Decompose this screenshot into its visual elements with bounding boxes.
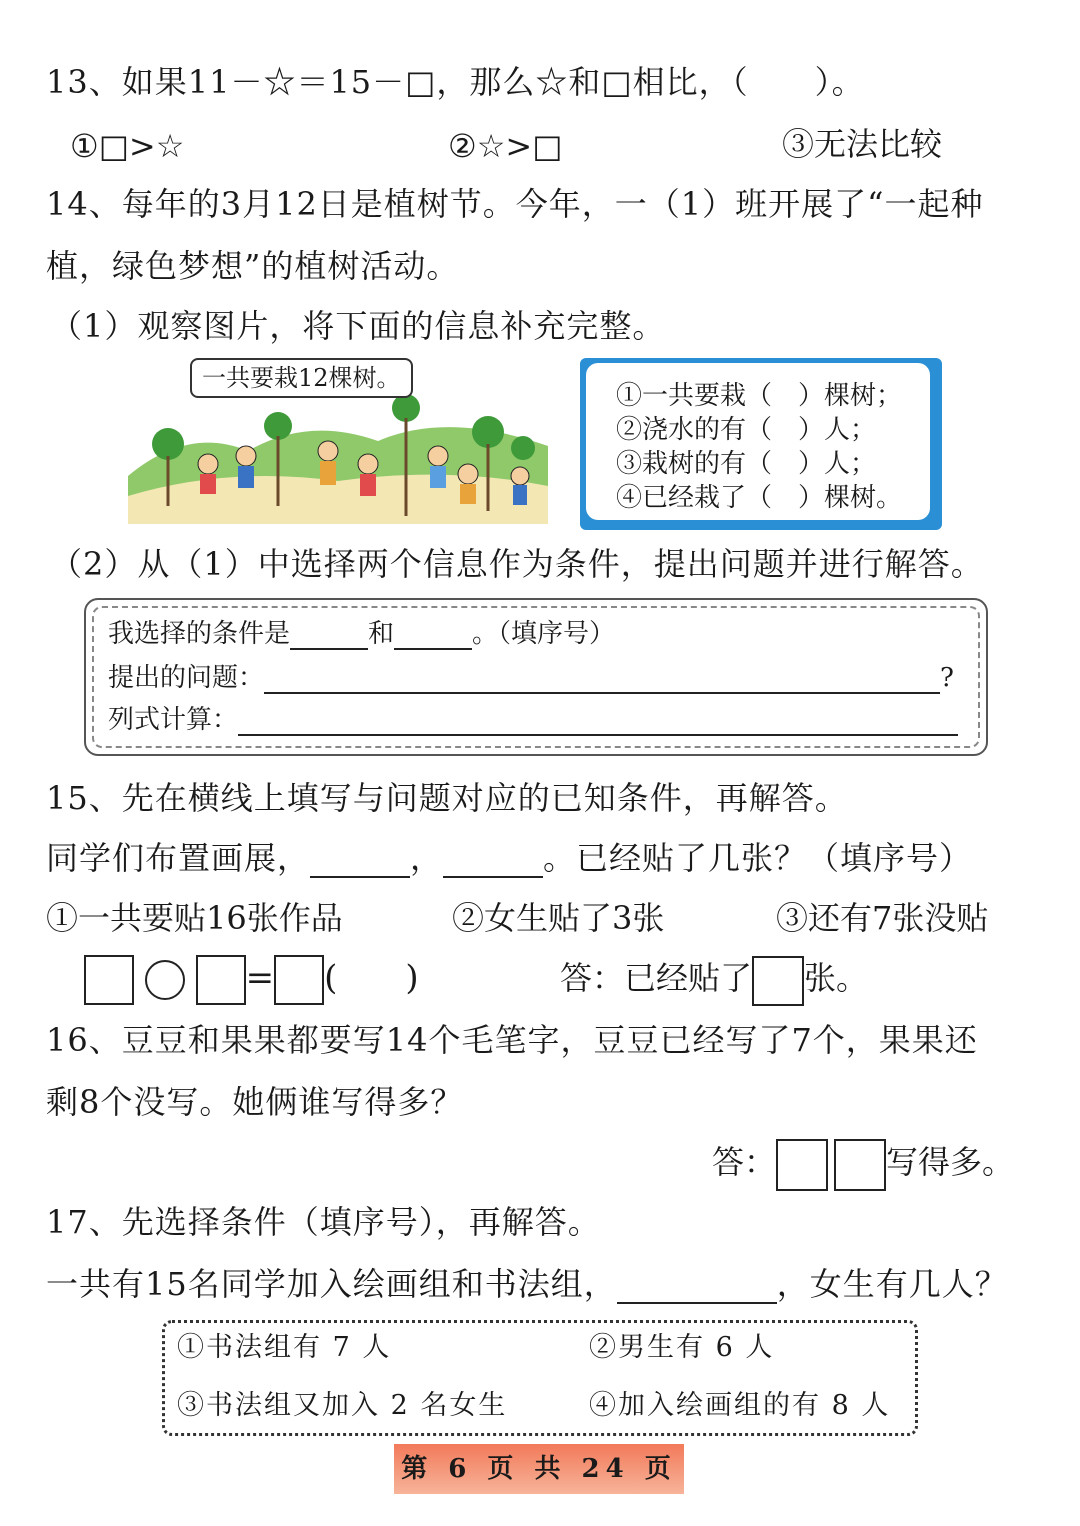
q15-eq-operator-circle[interactable] (145, 960, 185, 1000)
q17-option-1[interactable]: ①书法组有 7 人 (177, 1332, 392, 1363)
q15-line2: 同学们布置画展， ， 。已经贴了几张？（填序号） (46, 839, 973, 877)
q13-option-3[interactable]: ③无法比较 (782, 125, 943, 163)
q16-stem-line1: 16、豆豆和果果都要写14个毛笔字，豆豆已经写了7个，果果还 (46, 1021, 978, 1059)
q16-answer: 答： 写得多。 (712, 1134, 1014, 1191)
q13-option-2[interactable]: ②☆>□ (448, 127, 563, 165)
q15-blank-2[interactable] (443, 842, 543, 878)
info-item-3[interactable]: ③栽树的有（ ）人； (616, 449, 877, 479)
speech-bubble: 一共要栽12棵树。 (190, 358, 413, 398)
q14-stem-line1: 14、每年的3月12日是植树节。今年，一（1）班开展了“一起种 (46, 185, 984, 223)
q15-eq-box-2[interactable] (196, 955, 246, 1005)
condition-frame (84, 598, 988, 756)
q15-eq-box-3[interactable] (274, 955, 324, 1005)
q15-option-3[interactable]: ③还有7张没贴 (776, 899, 989, 937)
calc-blank[interactable] (238, 706, 958, 736)
q17-line2: 一共有15名同学加入绘画组和书法组， ，女生有几人？ (46, 1265, 1008, 1303)
q17-stem: 17、先选择条件（填序号），再解答。 (46, 1203, 601, 1241)
q14-part1: （1）观察图片，将下面的信息补充完整。 (50, 307, 666, 345)
q17-options-box (162, 1320, 918, 1436)
info-item-2[interactable]: ②浇水的有（ ）人； (616, 415, 877, 445)
q16-stem-line2: 剩8个没写。她俩谁写得多？ (46, 1083, 464, 1121)
q14-part2: （2）从（1）中选择两个信息作为条件，提出问题并进行解答。 (50, 545, 984, 583)
question-blank[interactable] (264, 664, 940, 694)
calc-row: 列式计算： (108, 704, 958, 736)
q14-stem-line2: 植，绿色梦想”的植树活动。 (46, 247, 460, 285)
q15-eq-box-1[interactable] (84, 955, 134, 1005)
info-card (580, 358, 942, 530)
q15-stem: 15、先在横线上填写与问题对应的已知条件，再解答。 (46, 779, 848, 817)
page-number: 第 6 页 共 24 页 (394, 1444, 684, 1494)
q16-answer-box-2[interactable] (834, 1139, 886, 1191)
q17-option-2[interactable]: ②男生有 6 人 (589, 1332, 775, 1363)
q15-answer-box[interactable] (752, 956, 804, 1006)
q17-option-3[interactable]: ③书法组又加入 2 名女生 (177, 1390, 508, 1421)
q15-option-2[interactable]: ②女生贴了3张 (452, 899, 665, 937)
condition-blank-2[interactable] (394, 620, 472, 650)
tree-planting-illustration (128, 356, 548, 524)
q15-answer: 答：已经贴了 张。 (560, 952, 868, 1006)
q17-option-4[interactable]: ④加入绘画组的有 8 人 (589, 1390, 891, 1421)
info-item-1[interactable]: ①一共要栽（ ）棵树； (616, 381, 903, 411)
q16-answer-box-1[interactable] (776, 1139, 828, 1191)
q15-equation: = ( ) (84, 952, 419, 1005)
q15-option-1[interactable]: ①一共要贴16张作品 (46, 899, 343, 937)
q17-blank[interactable] (617, 1268, 777, 1304)
q13-stem: 13、如果11－☆＝15－□，那么☆和□相比，（ ）。 (46, 63, 865, 101)
question-row: 提出的问题： ? (108, 663, 954, 693)
info-item-4[interactable]: ④已经栽了（ ）棵树。 (616, 483, 903, 513)
q13-option-1[interactable]: ①□>☆ (70, 127, 185, 165)
condition-blank-1[interactable] (290, 620, 368, 650)
condition-row: 我选择的条件是 和 。（填序号） (108, 619, 616, 649)
q15-blank-1[interactable] (310, 842, 410, 878)
